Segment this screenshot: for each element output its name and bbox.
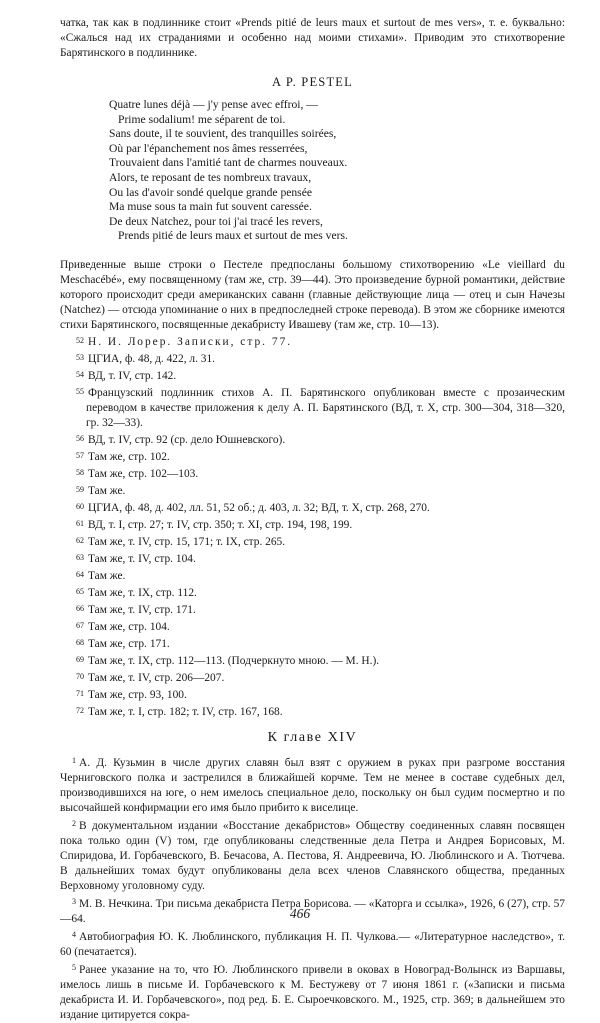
footnote-text: Французский подлинник стихов А. П. Барятинского опубликован вместе с прозаическим переводом в качестве приложения к делу А. П. Барятинского (ВД, т. X, стр. 300—304, 318—320, гр. 32—33).	[86, 386, 565, 429]
poem-line: Ma muse sous ta main fut souvent caressée.	[109, 200, 312, 214]
footnote-number: 1	[72, 755, 76, 765]
footnote	[60, 516, 565, 533]
footnote	[60, 367, 565, 384]
footnote-number: 56	[76, 433, 84, 443]
footnote	[60, 669, 565, 686]
footnote-text: ВД, т. IV, стр. 92 (ср. дело Юшневского).	[88, 433, 286, 446]
footnote-text: Там же, стр. 102—103.	[88, 467, 199, 480]
footnote	[60, 350, 565, 367]
intro-paragraph	[60, 16, 565, 61]
footnote-number: 58	[76, 467, 84, 477]
footnote-number: 57	[76, 450, 84, 460]
footnote	[60, 567, 565, 584]
poem-line: Ou las d'avoir sondé quelque grande pensée	[109, 185, 312, 199]
poem-title: A P. PESTEL	[272, 75, 353, 89]
poem	[109, 98, 565, 244]
footnote-number: 65	[76, 586, 84, 596]
footnote	[60, 703, 565, 720]
poem-line: Où par l'épanchement nos âmes resserrées,	[109, 141, 308, 155]
footnote-number: 67	[76, 620, 84, 630]
footnote	[60, 431, 565, 448]
footnote-text: А. Д. Кузьмин в числе других славян был взят с оружием в руках при разгроме восстания Черниговского полка и застрелился в ближайшей корчме. Тем не менее в составе судебных дел, производившихся на юге, о нем имелось специальное дело, поскольку он был судим посмертно и по высочайшей конфирмации его имя было прибито к виселице.	[60, 756, 565, 814]
poem-line: Sans doute, il te souvient, des tranquilles soirées,	[109, 127, 337, 141]
footnote-text: Там же, т. IV, стр. 15, 171; т. IX, стр. 265.	[88, 535, 286, 548]
footnote	[60, 927, 565, 960]
footnote-number: 71	[76, 688, 84, 698]
footnote-number: 70	[76, 671, 84, 681]
footnote-number: 52	[76, 335, 84, 345]
footnote-text: Ранее указание на то, что Ю. Люблинского привели в оковах в Новоград-Волынск из Варшавы, имелось лишь в письме И. Горбачевского к М. Бестужеву от 7 июня 1861 г. («Записки и письма декабриста И. И. Горбачевского», под ред. Б. Е. Сыроечковского. М., 1925, стр. 369; в дальнейшем это издание цитируется сокра-	[60, 963, 565, 1021]
footnote	[60, 550, 565, 567]
footnote	[60, 618, 565, 635]
footnote	[60, 448, 565, 465]
footnote-text: М. В. Нечкина. Три письма декабриста Петра Борисова. — «Каторга и ссылка», 1926, 6 (27), стр. 57—64.	[60, 897, 565, 925]
footnote-number: 64	[76, 569, 84, 579]
footnote	[60, 960, 565, 1023]
document-page	[60, 0, 565, 1023]
footnote-text: Там же, т. IV, стр. 171.	[88, 603, 196, 616]
chapter-heading: К главе XIV	[267, 729, 358, 745]
footnote-number: 60	[76, 501, 84, 511]
footnote-text: ЦГИА, ф. 48, д. 402, лл. 51, 52 об.; д. 403, л. 32; ВД, т. X, стр. 268, 270.	[88, 501, 430, 514]
footnote-number: 68	[76, 637, 84, 647]
footnote-number: 55	[76, 386, 84, 396]
footnote	[60, 816, 565, 894]
footnote	[60, 584, 565, 601]
footnote	[60, 686, 565, 703]
footnote-number: 53	[76, 352, 84, 362]
footnote-text: Там же, т. IV, стр. 206—207.	[88, 671, 225, 684]
poem-line: Alors, te reposant de tes nombreux travaux,	[109, 170, 312, 184]
footnote-number: 62	[76, 535, 84, 545]
intro-text: чатка, так как в подлиннике стоит «Prends pitié de leurs maux et surtout de mes vers», т. е. буквально: «Сжалься над их страданиями и особенно над моими стихами». Приводим это стихотворение Барятинского в подлиннике.	[60, 17, 565, 59]
footnote-text: ЦГИА, ф. 48, д. 422, л. 31.	[88, 352, 216, 365]
footnote-number: 2	[72, 818, 76, 828]
footnote-number: 4	[72, 929, 76, 939]
footnote	[60, 635, 565, 652]
footnote-number: 72	[76, 705, 84, 715]
footnote-number: 3	[72, 896, 76, 906]
footnote-number: 69	[76, 654, 84, 664]
footnote-text: Там же, т. IX, стр. 112.	[88, 586, 197, 599]
footnote	[60, 482, 565, 499]
footnote-text: ВД, т. IV, стр. 142.	[88, 369, 177, 382]
footnote-text: В документальном издании «Восстание декабристов» Обществу соединенных славян посвящен пока только один (V) том, где опубликованы следственные дела Петра и Андрея Борисовых, М. Спиридова, И. Горбачевского, В. Бечасова, А. Пестова, Я. Андреевича, Ю. Люблинского и А. Тютчева. В дальнейших томах будут опубликованы дела всех членов Славянского общества, преданных Верховному уголовному суду.	[60, 819, 565, 892]
footnotes-chapter-xiv	[60, 753, 565, 1023]
page-number: 466	[289, 906, 311, 921]
footnote	[60, 465, 565, 482]
footnote-text: Там же, т. IV, стр. 104.	[88, 552, 196, 565]
footnote-text: Там же.	[88, 569, 126, 582]
footnote-text: Там же, т. IX, стр. 112—113. (Подчеркнуто мною. — М. Н.).	[88, 654, 380, 667]
poem-line: De deux Natchez, pour toi j'ai tracé les revers,	[109, 214, 323, 228]
footnote-number: 5	[72, 962, 76, 972]
footnotes-chapter-xiii	[60, 333, 565, 720]
footnote-text: Там же, стр. 93, 100.	[88, 688, 187, 701]
footnote	[60, 499, 565, 516]
poem-line: Trouvaient dans l'amitié tant de charmes nouveaux.	[109, 156, 348, 170]
footnote-number: 54	[76, 369, 84, 379]
poem-line: Prime sodalium! me séparent de toi.	[118, 112, 286, 126]
commentary-paragraph: Приведенные выше строки о Пестеле предпосланы большому стихотворению «Le vieillard du Meschacébé», ему посвященному (там же, стр. 39—44). Это произведение бурной романтики, действие которого происходит среди американских саванн (главные действующие лица — отец и сын Начезы (Natchez) — отсюда упоминание о них в предпоследней строке перевода). В этом же сборнике имеются стихи Барятинского, посвященные декабристу Ивашеву (там же, стр. 10—13).	[60, 258, 565, 331]
footnote	[60, 333, 565, 350]
footnote	[60, 601, 565, 618]
footnote	[60, 384, 565, 431]
footnote-text: Н. И. Лорер. Записки, стр. 77.	[88, 335, 293, 348]
footnote-text: Там же, стр. 171.	[88, 637, 170, 650]
footnote-text: Там же, стр. 102.	[88, 450, 170, 463]
footnote-number: 66	[76, 603, 84, 613]
poem-line: Prends pitié de leurs maux et surtout de mes vers.	[118, 229, 348, 243]
footnote-text: Там же.	[88, 484, 126, 497]
footnote-text: Там же, т. I, стр. 182; т. IV, стр. 167, 168.	[88, 705, 283, 718]
poem-line: Quatre lunes déjà — j'y pense avec effroi, —	[109, 98, 318, 111]
footnote-number: 61	[76, 518, 84, 528]
footnote-number: 63	[76, 552, 84, 562]
footnote-text: ВД, т. I, стр. 27; т. IV, стр. 350; т. XI, стр. 194, 198, 199.	[88, 518, 353, 531]
footnote	[60, 652, 565, 669]
footnote-text: Автобиография Ю. К. Люблинского, публикация Н. П. Чулкова.— «Литературное наследство», т. 60 (печатается).	[60, 930, 565, 958]
footnote-text: Там же, стр. 104.	[88, 620, 170, 633]
footnote-number: 59	[76, 484, 84, 494]
footnote	[60, 533, 565, 550]
footnote	[60, 753, 565, 816]
